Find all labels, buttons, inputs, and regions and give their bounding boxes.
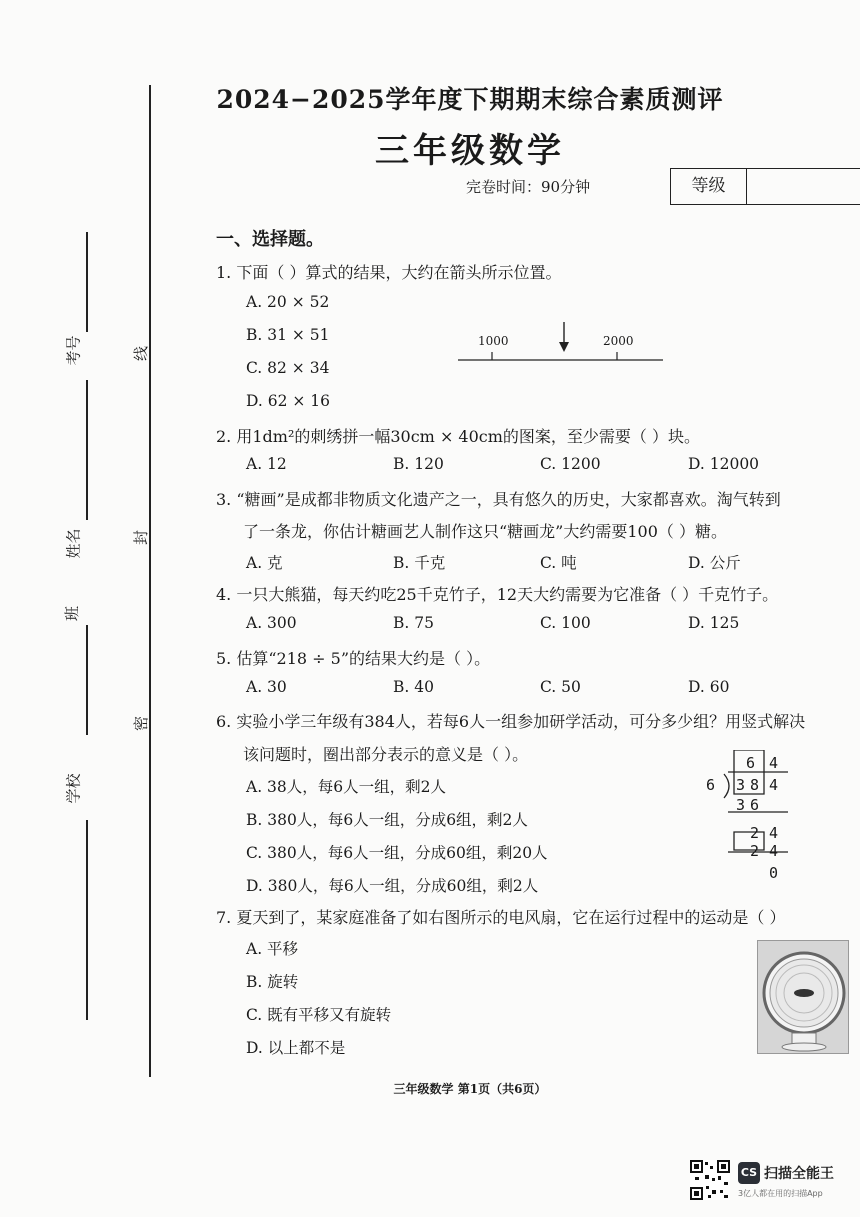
q2-option-c: C. 1200 (540, 455, 601, 473)
kaohao-label: 考号 (64, 335, 83, 366)
exam-time: 完卷时间：90分钟 (466, 178, 591, 196)
q1-option-c: C. 82 × 34 (246, 359, 330, 377)
quotient-digit-1: 6 (746, 754, 756, 772)
q2-option-d: D. 12000 (688, 455, 760, 473)
question-2-stem: 2. 用1dm²的刺绣拼一幅30cm × 40cm的图案，至少需要（ ）块。 (216, 427, 701, 446)
q7-option-b: B. 旋转 (246, 973, 299, 991)
q3-option-b: B. 千克 (393, 554, 446, 572)
q6-option-a: A. 38人，每6人一组，剩2人 (246, 778, 446, 796)
step1-digit-2: 6 (750, 796, 760, 814)
q4-option-a: A. 300 (246, 614, 297, 632)
feng-label: 封 (132, 529, 151, 546)
q5-option-a: A. 30 (246, 678, 287, 696)
q3-option-c: C. 吨 (540, 554, 577, 572)
ban-underline (86, 625, 88, 735)
page-footer: 三年级数学 第1页（共6页） (393, 1082, 547, 1096)
q5-option-d: D. 60 (688, 678, 730, 696)
q3-option-a: A. 克 (246, 554, 283, 572)
section-title: 一、选择题。 (216, 229, 324, 250)
electric-fan-image (757, 940, 849, 1054)
xian-label: 线 (132, 345, 151, 362)
binding-line (149, 85, 151, 1077)
step2-digit-1: 2 (750, 842, 760, 860)
dividend-digit-1: 3 (736, 776, 746, 794)
divisor: 6 (706, 776, 716, 794)
q7-option-d: D. 以上都不是 (246, 1039, 346, 1057)
q5-option-b: B. 40 (393, 678, 434, 696)
remainder1-digit-2: 4 (769, 824, 779, 842)
question-5-stem: 5. 估算“218 ÷ 5”的结果大约是（ ）。 (216, 649, 491, 668)
xuexiao-label: 学校 (64, 773, 83, 804)
mi-label: 密 (132, 715, 151, 732)
question-4-stem: 4. 一只大熊猫，每天约吃25千克竹子，12天大约需要为它准备（ ）千克竹子。 (216, 585, 779, 604)
step1-digit-1: 3 (736, 796, 746, 814)
q4-option-c: C. 100 (540, 614, 591, 632)
q6-option-d: D. 380人，每6人一组，分成60组，剩2人 (246, 877, 539, 895)
camscanner-subtitle: 3亿人都在用的扫描App (738, 1189, 823, 1198)
q2-option-a: A. 12 (246, 455, 287, 473)
q7-option-c: C. 既有平移又有旋转 (246, 1006, 392, 1024)
fan-icon (758, 941, 848, 1053)
dividend-digit-3: 4 (769, 776, 779, 794)
q6-option-b: B. 380人，每6人一组，分成6组，剩2人 (246, 811, 528, 829)
grade-box (670, 168, 860, 205)
subject-title: 三年级数学 (375, 131, 565, 171)
camscanner-brand: 扫描全能王 (764, 1166, 834, 1182)
q7-option-a: A. 平移 (246, 940, 299, 958)
question-1-stem: 1. 下面（ ）算式的结果，大约在箭头所示位置。 (216, 263, 562, 282)
camscanner-logo: CS (738, 1162, 760, 1184)
kaohao-underline (86, 232, 88, 332)
exam-title: 2024−2025学年度下期期末综合素质测评 (216, 85, 724, 114)
step2-digit-2: 4 (769, 842, 779, 860)
q1-option-a: A. 20 × 52 (246, 293, 330, 311)
remainder1-digit-1: 2 (750, 824, 760, 842)
question-6-stem-cont: 该问题时，圈出部分表示的意义是（ ）。 (243, 745, 529, 764)
question-3-stem-cont: 了一条龙，你估计糖画艺人制作这只“糖画龙”大约需要100（ ）糖。 (243, 522, 727, 541)
q1-option-d: D. 62 × 16 (246, 392, 331, 410)
q6-option-c: C. 380人，每6人一组，分成60组，剩20人 (246, 844, 548, 862)
ban-label: 班 (63, 605, 82, 622)
xingming-underline (86, 380, 88, 520)
q4-option-b: B. 75 (393, 614, 434, 632)
q1-option-b: B. 31 × 51 (246, 326, 330, 344)
final-remainder: 0 (769, 864, 779, 882)
qr-code-icon (690, 1160, 730, 1200)
q4-option-d: D. 125 (688, 614, 740, 632)
grade-label: 等级 (671, 169, 747, 204)
question-3-stem: 3. “糖画”是成都非物质文化遗产之一，具有悠久的历史，大家都喜欢。淘气转到 (216, 490, 781, 509)
question-7-stem: 7. 夏天到了，某家庭准备了如右图所示的电风扇，它在运行过程中的运动是（ ） (216, 908, 786, 927)
xingming-label: 姓名 (64, 528, 83, 559)
q2-option-b: B. 120 (393, 455, 444, 473)
xuexiao-underline (86, 820, 88, 1020)
q3-option-d: D. 公斤 (688, 554, 741, 572)
question-6-stem: 6. 实验小学三年级有384人，若每6人一组参加研学活动，可分多少组？用竖式解决 (216, 712, 806, 731)
dividend-digit-2: 8 (750, 776, 760, 794)
q5-option-c: C. 50 (540, 678, 581, 696)
numberline-label-right: 2000 (603, 334, 634, 348)
quotient-digit-2: 4 (769, 754, 779, 772)
numberline-label-left: 1000 (478, 334, 509, 348)
